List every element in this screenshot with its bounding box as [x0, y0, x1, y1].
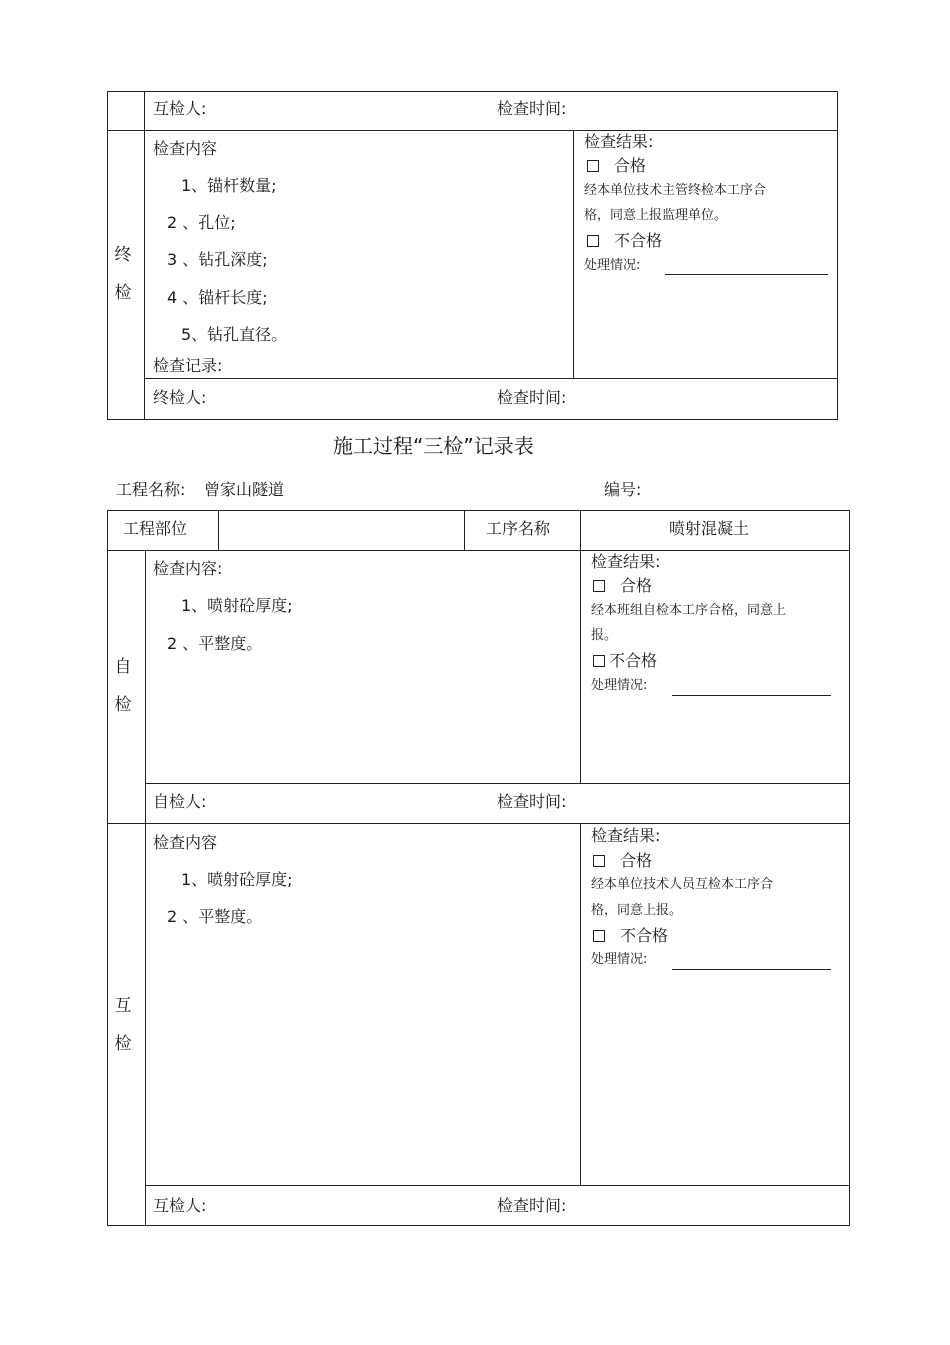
- side-label-char: 终: [114, 245, 132, 265]
- pass-checkbox[interactable]: [593, 580, 605, 592]
- pass-checkbox[interactable]: [593, 855, 605, 867]
- part-label: 工程部位: [123, 519, 188, 538]
- final-check-side-label: [111, 236, 135, 312]
- top-table-row-divider: [107, 130, 838, 131]
- side-label-char: 自: [114, 657, 132, 677]
- process-label: 工序名称: [486, 519, 551, 538]
- final-item: 1、锚杆数量;: [181, 176, 277, 195]
- header-row-divider: [107, 550, 850, 551]
- pass-label: 合格: [614, 156, 647, 175]
- final-time-label: 检查时间:: [497, 388, 567, 407]
- side-label-char: 检: [114, 283, 132, 303]
- final-item: 2 、孔位;: [167, 213, 236, 232]
- self-inspector-label: 自检人:: [153, 792, 207, 811]
- mutual-footer-divider: [145, 1185, 850, 1186]
- top-table-result-divider: [573, 130, 574, 378]
- fail-label: 不合格: [614, 231, 663, 250]
- self-time-label: 检查时间:: [497, 792, 567, 811]
- final-item: 5、钻孔直径。: [181, 325, 288, 344]
- side-label-char: 互: [114, 996, 132, 1016]
- mutual-result-header: 检查结果:: [591, 826, 661, 845]
- self-content-header: 检查内容:: [153, 559, 223, 578]
- self-item: 2 、平整度。: [167, 634, 263, 653]
- header-col-divider: [580, 510, 581, 550]
- handling-label: 处理情况:: [591, 952, 648, 967]
- handling-label: 处理情况:: [591, 678, 648, 693]
- project-name-label: 工程名称:: [116, 480, 186, 499]
- pass-note-line: 报。: [591, 628, 618, 643]
- pass-note-line: 格，同意上报监理单位。: [584, 208, 728, 223]
- form-title: 施工过程“三检”记录表: [333, 434, 534, 458]
- final-result-header: 检查结果:: [584, 132, 654, 151]
- handling-label: 处理情况:: [584, 258, 641, 273]
- self-check-side-label: [111, 648, 135, 724]
- handling-underline[interactable]: [665, 274, 828, 275]
- pass-checkbox[interactable]: [587, 160, 599, 172]
- handling-underline[interactable]: [672, 969, 831, 970]
- top-table-footer-divider: [144, 378, 838, 379]
- top-table-side-divider: [144, 91, 145, 420]
- fail-label: 不合格: [620, 926, 669, 945]
- pass-note-line: 经本单位技术人员互检本工序合: [591, 877, 774, 892]
- pass-label: 合格: [620, 851, 653, 870]
- side-label-char: 检: [114, 1034, 132, 1054]
- final-content-header: 检查内容: [153, 139, 218, 158]
- fail-checkbox[interactable]: [593, 930, 605, 942]
- project-name-value: 曾家山隧道: [204, 480, 285, 499]
- self-result-divider: [580, 550, 581, 783]
- header-col-divider: [218, 510, 219, 550]
- pass-note-line: 格，同意上报。: [591, 903, 683, 918]
- process-value: 喷射混凝土: [669, 519, 750, 538]
- side-label-char: 检: [114, 695, 132, 715]
- mutual-item: 2 、平整度。: [167, 907, 263, 926]
- form-side-divider: [145, 550, 146, 1226]
- pass-label: 合格: [620, 576, 653, 595]
- final-inspector-label: 终检人:: [153, 388, 207, 407]
- fail-label: 不合格: [609, 651, 658, 670]
- mutual-inspector-label: 互检人:: [153, 1196, 207, 1215]
- pass-note-line: 经本单位技术主管终检本工序合: [584, 183, 767, 198]
- final-item: 3 、钻孔深度;: [167, 250, 268, 269]
- mutual-check-side-label: [111, 987, 135, 1063]
- number-label: 编号:: [604, 480, 642, 499]
- mutual-content-header: 检查内容: [153, 833, 218, 852]
- self-footer-divider: [145, 783, 850, 784]
- self-item: 1、喷射砼厚度;: [181, 596, 293, 615]
- mutual-inspector-label: 互检人:: [153, 99, 207, 118]
- final-record-label: 检查记录:: [153, 356, 223, 375]
- fail-checkbox[interactable]: [587, 235, 599, 247]
- section-divider: [107, 823, 850, 824]
- fail-checkbox[interactable]: [593, 655, 605, 667]
- mutual-time-label: 检查时间:: [497, 99, 567, 118]
- header-col-divider: [464, 510, 465, 550]
- self-result-header: 检查结果:: [591, 552, 661, 571]
- mutual-result-divider: [580, 823, 581, 1185]
- pass-note-line: 经本班组自检本工序合格，同意上: [591, 603, 787, 618]
- handling-underline[interactable]: [672, 695, 831, 696]
- final-item: 4 、锚杆长度;: [167, 288, 268, 307]
- mutual-time-label: 检查时间:: [497, 1196, 567, 1215]
- mutual-item: 1、喷射砼厚度;: [181, 870, 293, 889]
